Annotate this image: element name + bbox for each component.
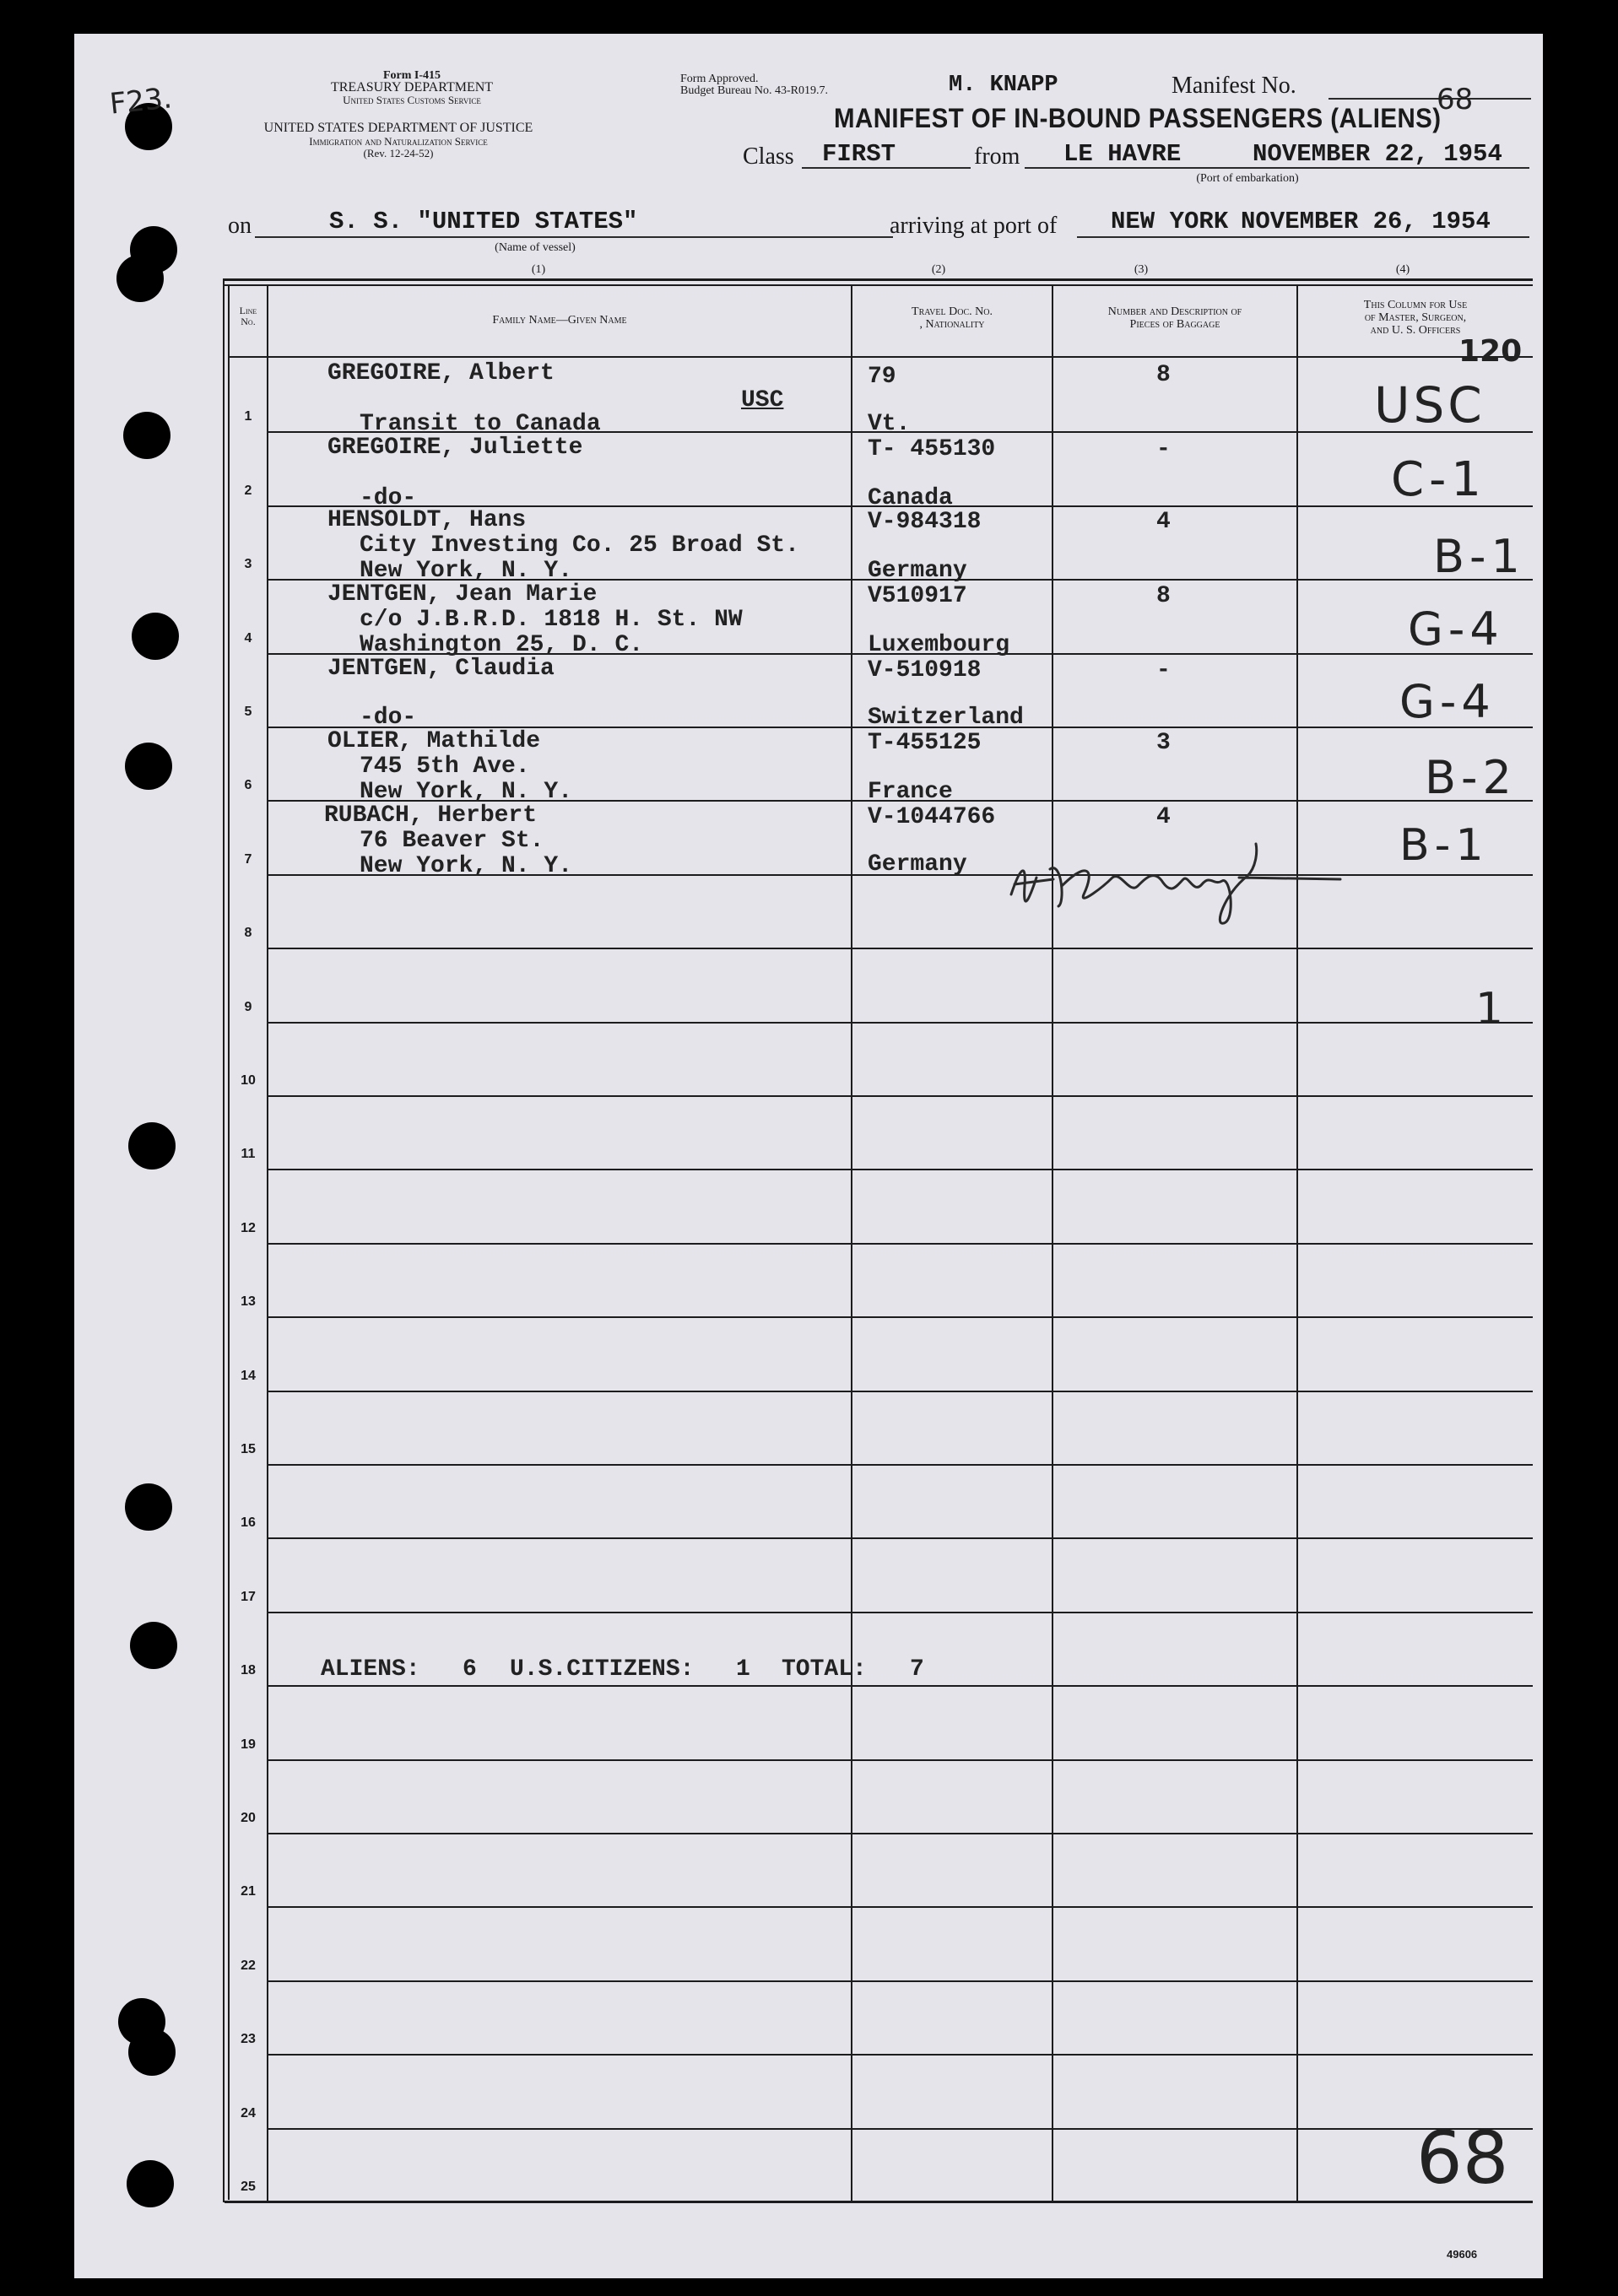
line-number: 8	[244, 926, 252, 941]
line-number: 3	[244, 557, 252, 572]
row-divider	[267, 1906, 1533, 1908]
form-revision: (Rev. 12-24-52)	[363, 147, 434, 159]
doc-header-line-1: Travel Doc. No.	[912, 305, 993, 318]
passenger-name: HENSOLDT, Hans	[327, 507, 527, 533]
passenger-name: RUBACH, Herbert	[324, 802, 538, 829]
embark-port: LE HAVRE	[1063, 140, 1182, 168]
manifest-number: 68	[1437, 83, 1474, 116]
line-number: 4	[244, 630, 252, 646]
manifest-title: MANIFEST OF IN-BOUND PASSENGERS (ALIENS)	[834, 103, 1442, 133]
col-num-3: (3)	[1134, 263, 1149, 276]
baggage-header-line-1: Number and Description of	[1107, 305, 1242, 318]
total-label: TOTAL:	[782, 1656, 867, 1683]
officer-code: G-4	[1408, 602, 1504, 656]
table-left-border-inner	[228, 284, 230, 2200]
line-number: 20	[241, 1811, 256, 1825]
passenger-name: OLIER, Mathilde	[327, 728, 541, 754]
line-number: 6	[244, 778, 252, 793]
line-number: 17	[241, 1589, 256, 1604]
line-number: 5	[244, 705, 252, 719]
row-divider	[267, 1464, 1533, 1466]
class-value: FIRST	[822, 140, 896, 168]
passenger-extra: -do-	[360, 705, 417, 731]
passenger-address: City Investing Co. 25 Broad St.	[360, 532, 799, 559]
vessel-name: S. S. "UNITED STATES"	[329, 208, 638, 235]
row-divider	[267, 1685, 1533, 1687]
line-number: 18	[241, 1663, 256, 1678]
officer-signature	[1003, 835, 1357, 928]
travel-doc: V510917	[868, 583, 967, 609]
vessel-caption: (Name of vessel)	[495, 241, 576, 254]
row-divider	[267, 948, 1533, 949]
line-number: 25	[241, 2180, 256, 2194]
manifest-sheet	[74, 34, 1543, 2278]
arrival-date: NOVEMBER 26, 1954	[1241, 208, 1491, 235]
aliens-label: ALIENS:	[321, 1656, 420, 1683]
officer-code: B-2	[1425, 751, 1517, 804]
treasury-department: TREASURY DEPARTMENT	[330, 80, 494, 95]
officer-code: B-1	[1433, 530, 1525, 583]
line-no-label-1: Line	[239, 305, 257, 316]
row-divider	[267, 1537, 1533, 1539]
name-header: Family Name—Given Name	[492, 314, 627, 327]
passenger-name: JENTGEN, Jean Marie	[327, 581, 598, 608]
baggage-count: 3	[1156, 730, 1171, 756]
officers-header-line-3: and U. S. Officers	[1370, 324, 1461, 337]
nationality: Canada	[868, 485, 953, 511]
arriving-label: arriving at port of	[890, 213, 1058, 239]
on-label: on	[228, 213, 252, 239]
baggage-count: -	[1156, 436, 1171, 462]
form-approved: Form Approved.	[680, 73, 759, 85]
passenger-address: New York, N. Y.	[360, 779, 573, 805]
row-divider	[267, 1612, 1533, 1613]
officer-code: G-4	[1399, 675, 1496, 728]
doc-header	[852, 305, 1052, 331]
budget-bureau: Budget Bureau No. 43-R019.7.	[680, 84, 828, 97]
travel-doc: V-984318	[868, 509, 982, 535]
line-number: 22	[241, 1958, 256, 1973]
signature-text	[1003, 827, 1007, 828]
col-num-1: (1)	[531, 263, 546, 276]
class-label: Class	[743, 143, 794, 170]
table-left-border	[223, 278, 225, 2202]
row-divider	[267, 1759, 1533, 1761]
manifest-label: Manifest No.	[1172, 73, 1296, 99]
nationality: Switzerland	[868, 705, 1024, 731]
row-divider	[267, 1391, 1533, 1392]
line-no-label-2: No.	[241, 316, 256, 327]
officer-code: C-1	[1391, 452, 1486, 507]
table-bottom-border	[225, 2201, 1533, 2203]
form-number: Form I-415	[382, 69, 441, 82]
table-top-border	[225, 278, 1533, 281]
margin-note: F23.	[108, 81, 174, 122]
line-no-header	[230, 305, 267, 327]
row-divider	[267, 2054, 1533, 2056]
line-number: 1	[244, 409, 252, 424]
doc-header-line-2: , Nationality	[919, 318, 985, 331]
passenger-address: New York, N. Y.	[360, 558, 573, 584]
line-number: 15	[241, 1442, 256, 1456]
baggage-count: 4	[1156, 804, 1171, 830]
passenger-extra: -do-	[360, 485, 417, 511]
officers-header-line-2: of Master, Surgeon,	[1364, 311, 1467, 324]
col-num-4: (4)	[1395, 263, 1410, 276]
baggage-count: 8	[1156, 583, 1171, 609]
line-number: 21	[241, 1884, 256, 1899]
line-number: 7	[244, 851, 252, 867]
officers-header	[1298, 299, 1533, 337]
arrival-port: NEW YORK	[1111, 208, 1229, 235]
passenger-address: 76 Beaver St.	[360, 828, 544, 854]
row-divider	[267, 1980, 1533, 1982]
passenger-address: Washington 25, D. C.	[360, 632, 644, 658]
citizens-value: 1	[736, 1656, 750, 1683]
officer-total: 120	[1458, 334, 1523, 369]
passenger-table	[74, 34, 1543, 2278]
baggage-count: -	[1156, 657, 1171, 683]
line-number: 2	[244, 483, 252, 498]
row-divider	[267, 1833, 1533, 1834]
travel-doc: T- 455130	[868, 436, 996, 462]
passenger-extra: Transit to Canada	[360, 411, 601, 437]
nationality: Germany	[868, 851, 967, 878]
nationality: Germany	[868, 558, 967, 584]
officer-code: USC	[1374, 376, 1485, 434]
officers-header-line-1: This Column for Use	[1363, 299, 1468, 311]
passenger-address: c/o J.B.R.D. 1818 H. St. NW	[360, 607, 743, 633]
travel-doc: T-455125	[868, 730, 982, 756]
row-divider	[267, 1243, 1533, 1245]
travel-doc: V-1044766	[868, 804, 996, 830]
page-number: 68	[1416, 2116, 1509, 2201]
passenger-status: USC	[741, 387, 784, 413]
embark-date: NOVEMBER 22, 1954	[1253, 140, 1502, 168]
passenger-name: GREGOIRE, Albert	[327, 360, 555, 386]
print-code: 49606	[1447, 2248, 1478, 2261]
row-divider	[267, 1095, 1533, 1097]
line-number: 13	[241, 1294, 256, 1310]
passenger-address: 745 5th Ave.	[360, 754, 530, 780]
baggage-header-line-2: Pieces of Baggage	[1129, 318, 1220, 331]
citizens-label: U.S.CITIZENS:	[510, 1656, 695, 1683]
baggage-header	[1053, 305, 1296, 331]
baggage-count: 8	[1156, 362, 1171, 388]
baggage-count: 4	[1156, 509, 1171, 535]
tally-mark: 1	[1475, 984, 1504, 1035]
from-label: from	[974, 143, 1020, 170]
line-number: 12	[241, 1220, 256, 1235]
header-bottom-line	[228, 356, 1533, 358]
line-number: 24	[241, 2105, 256, 2120]
line-number: 10	[241, 1073, 256, 1088]
col-num-2: (2)	[931, 263, 946, 276]
row-divider	[267, 1316, 1533, 1318]
line-number: 11	[241, 1147, 256, 1162]
total-value: 7	[910, 1656, 924, 1683]
justice-department: UNITED STATES DEPARTMENT OF JUSTICE	[263, 121, 533, 135]
embark-caption: (Port of embarkation)	[1196, 172, 1299, 185]
nationality: Luxembourg	[868, 632, 1010, 658]
line-number: 14	[241, 1368, 256, 1383]
clerk-name: M. KNAPP	[949, 73, 1058, 98]
row-divider	[267, 2128, 1533, 2130]
passenger-name: JENTGEN, Claudia	[327, 656, 555, 682]
passenger-name: GREGOIRE, Juliette	[327, 435, 583, 461]
travel-doc: 79	[868, 364, 896, 390]
officer-code: B-1	[1399, 820, 1489, 871]
line-number: 19	[241, 1737, 256, 1752]
customs-service: United States Customs Service	[343, 94, 481, 106]
nationality: France	[868, 779, 953, 805]
table-top-border-inner	[225, 284, 1533, 286]
line-number: 16	[241, 1515, 256, 1531]
passenger-address: New York, N. Y.	[360, 853, 573, 879]
line-number: 23	[241, 2032, 256, 2047]
row-divider	[267, 1169, 1533, 1170]
nationality: Vt.	[868, 411, 911, 437]
immigration-service: Immigration and Naturalization Service	[309, 135, 488, 148]
line-number: 9	[244, 999, 252, 1014]
aliens-value: 6	[463, 1656, 477, 1683]
travel-doc: V-510918	[868, 657, 982, 683]
row-divider	[267, 1022, 1533, 1024]
